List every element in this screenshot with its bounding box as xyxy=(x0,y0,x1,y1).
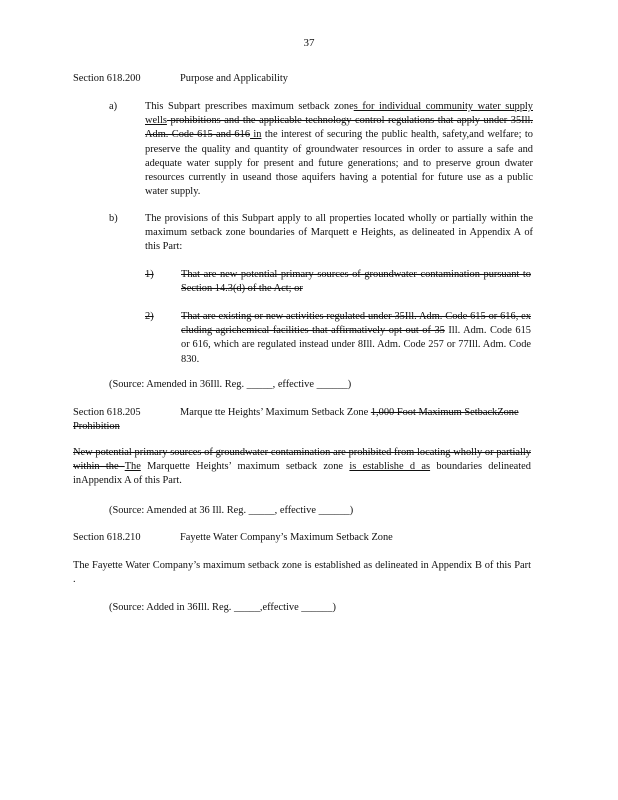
section-title: Marque tte Heights’ Maximum Setback Zone xyxy=(180,407,371,418)
text-run: Marquette Heights’ maximum setback zone xyxy=(140,461,350,473)
source-note-618-210: (Source: Added in 36Ill. Reg. _____,effective ______) xyxy=(109,602,336,613)
item-1-text xyxy=(181,268,531,296)
section-title: Purpose and Applicability xyxy=(180,73,288,84)
text-run: This Subpart prescribes maximum setback zone xyxy=(145,101,354,112)
section-title: Fayette Water Company’s Maximum Setback Zone xyxy=(180,532,393,543)
section-number: Section 618.205 xyxy=(73,407,141,418)
text-run: the interest of securing the public health, safety,and welfare; to preserve the quality and quantity of groundwater resources in order to assure a safe and adequate water supply for present and future generations; and to preserve groun dwater resources currently in useand those aquifers having a potential for future use as a public water supply. xyxy=(145,129,533,198)
section-618-205-body xyxy=(73,446,531,489)
subsection-b-text: The provisions of this Subpart apply to all properties located wholly or partially within the maximum setback zone boundaries of Marquett e Heights, as delineated in Appendix A of this Part: xyxy=(145,213,533,253)
section-618-205-heading xyxy=(73,406,533,434)
subsection-b-label: b) xyxy=(109,213,118,224)
text-run: boundaries delineated inAppendix A of this Part. xyxy=(73,461,531,487)
inserted-text: The xyxy=(124,461,141,473)
section-number: Section 618.210 xyxy=(73,532,141,543)
page-number: 37 xyxy=(303,37,315,49)
deleted-text: That are new potential primary sources of groundwater contamination pursuant to Section 14.3(d) of the Act; or xyxy=(181,269,531,295)
subsection-a-label: a) xyxy=(109,101,118,112)
section-618-210-heading xyxy=(73,531,393,545)
deleted-text: That are existing or new activities regulated under 35Ill. Adm. Code 615 or 616, ex cluding agrichemical facilities that affirmatively opt out of 35 xyxy=(181,311,531,337)
source-note-618-205: (Source: Amended at 36 Ill. Reg. _____, effective ______) xyxy=(109,505,354,516)
deleted-text: 1,000 Foot Maximum SetbackZone Prohibition xyxy=(73,407,519,433)
inserted-text: in xyxy=(250,129,262,141)
deleted-text: New potential primary sources of groundwater contamination are prohibited from locating wholly or partially within the xyxy=(73,447,531,473)
text-run: Ill. Adm. Code 615 or 616, which are regulated instead under 8Ill. Adm. Code 257 or 77Ill. Adm. Code 830. xyxy=(181,325,532,365)
deleted-text: prohibitions and the applicable technology control regulations that apply under 35Ill. Adm. Code 615 and 616 xyxy=(145,115,533,141)
section-618-200-heading xyxy=(73,72,288,86)
inserted-text: is establishe d as xyxy=(349,461,431,473)
section-618-210-body: The Fayette Water Company’s maximum setback zone is established as delineated in Appendix B of this Part . xyxy=(73,560,531,586)
section-number: Section 618.200 xyxy=(73,73,141,84)
inserted-text: s for individual community water supply wells xyxy=(145,101,533,127)
item-1-label: 1) xyxy=(145,269,154,280)
source-note-618-200: (Source: Amended in 36Ill. Reg. _____, effective ______) xyxy=(109,379,352,390)
item-2-label: 2) xyxy=(145,311,154,322)
subsection-a-text xyxy=(145,100,533,199)
item-2-text xyxy=(181,310,531,367)
